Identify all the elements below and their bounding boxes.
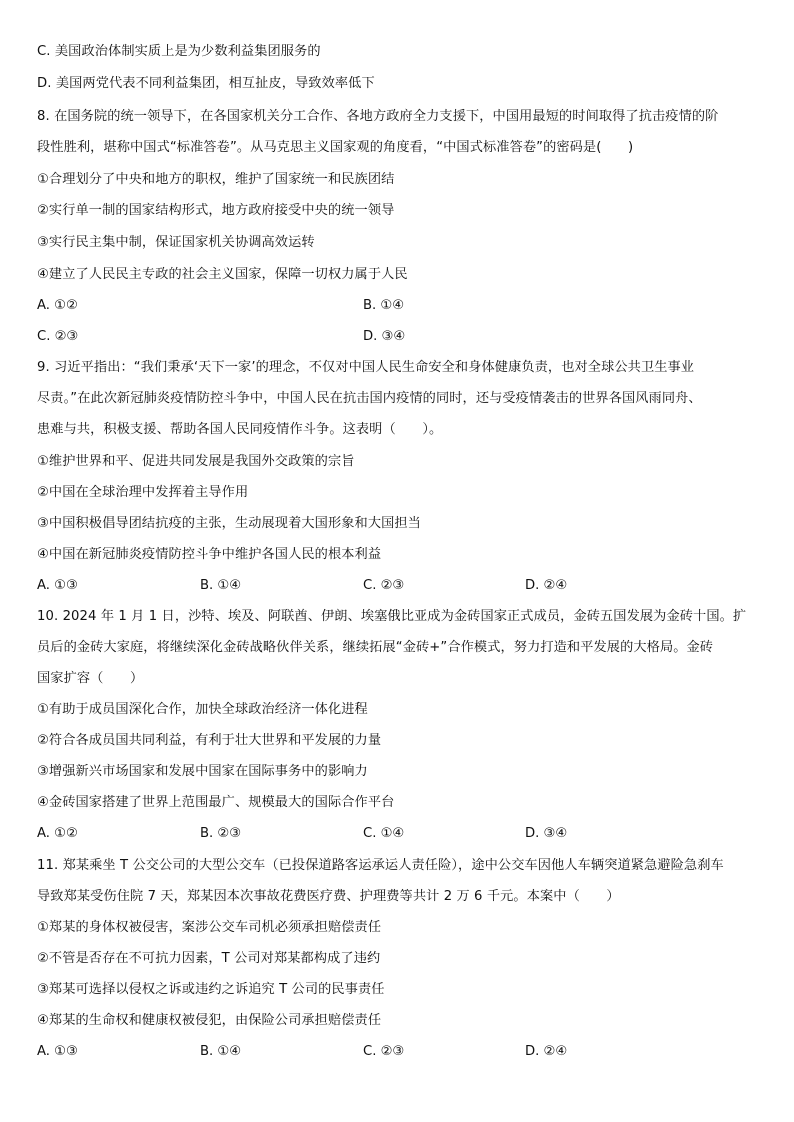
q9-statement-4: ④中国在新冠肺炎疫情防控斗争中维护各国人民的根本利益 (37, 547, 382, 562)
q11-stem-line-1: 11. 郑某乘坐 T 公交公司的大型公交车（已投保道路客运承运人责任险），途中公交车因他人车辆突道紧急避险急刹车 (37, 858, 724, 873)
q11-statement-2: ②不管是否存在不可抗力因素，T 公司对郑某都构成了违约 (37, 951, 381, 966)
q10-options (37, 825, 764, 843)
q8-option-b: B. ①④ (363, 298, 405, 313)
q9-option-b: B. ①④ (200, 578, 242, 593)
q10-statement-1: ①有助于成员国深化合作，加快全球政治经济一体化进程 (37, 702, 368, 717)
q10-option-b: B. ②③ (200, 826, 242, 841)
q10-stem-line-1: 10. 2024 年 1 月 1 日，沙特、埃及、阿联酋、伊朗、埃塞俄比亚成为金砖国家正式成员，金砖五国发展为金砖十国。扩 (37, 609, 747, 624)
prev-option-d: D. 美国两党代表不同利益集团，相互扯皮，导致效率低下 (37, 76, 375, 91)
q9-option-d: D. ②④ (525, 578, 568, 593)
q8-option-c: C. ②③ (37, 329, 79, 344)
q10-option-d: D. ③④ (525, 826, 568, 841)
q9-statement-2: ②中国在全球治理中发挥着主导作用 (37, 485, 249, 500)
q10-statement-3: ③增强新兴市场国家和发展中国家在国际事务中的影响力 (37, 764, 368, 779)
q8-option-d: D. ③④ (363, 329, 406, 344)
q8-options-row-1 (37, 297, 764, 315)
q9-option-c: C. ②③ (363, 578, 405, 593)
q10-statement-2: ②符合各成员国共同利益，有利于壮大世界和平发展的力量 (37, 733, 382, 748)
q11-option-c: C. ②③ (363, 1044, 405, 1059)
q8-option-a: A. ①② (37, 298, 78, 313)
q11-option-b: B. ①④ (200, 1044, 242, 1059)
q8-statement-2: ②实行单一制的国家结构形式，地方政府接受中央的统一领导 (37, 203, 395, 218)
prev-option-c: C. 美国政治体制实质上是为少数利益集团服务的 (37, 44, 321, 59)
q8-statement-3: ③实行民主集中制，保证国家机关协调高效运转 (37, 235, 315, 250)
q9-stem-line-1: 9. 习近平指出：“我们秉承‘天下一家’的理念，不仅对中国人民生命安全和身体健康负责，也对全球公共卫生事业 (37, 360, 695, 375)
q11-option-d: D. ②④ (525, 1044, 568, 1059)
q10-option-c: C. ①④ (363, 826, 405, 841)
q9-option-a: A. ①③ (37, 578, 78, 593)
q11-statement-4: ④郑某的生命权和健康权被侵犯，由保险公司承担赔偿责任 (37, 1013, 382, 1028)
q9-stem-line-2: 尽责。”在此次新冠肺炎疫情防控斗争中，中国人民在抗击国内疫情的同时，还与受疫情袭击的世界各国风雨同舟、 (37, 391, 702, 406)
q8-statement-4: ④建立了人民民主专政的社会主义国家，保障一切权力属于人民 (37, 267, 408, 282)
q11-statement-1: ①郑某的身体权被侵害，案涉公交车司机必须承担赔偿责任 (37, 920, 382, 935)
q11-stem-line-2: 导致郑某受伤住院 7 天，郑某因本次事故花费医疗费、护理费等共计 2 万 6 千元。本案中（ ） (37, 889, 620, 904)
q11-options (37, 1043, 764, 1061)
q8-stem-line-2: 段性胜利，堪称中国式“标准答卷”。从马克思主义国家观的角度看，“中国式标准答卷”的密码是( ) (37, 140, 634, 155)
q10-stem-line-3: 国家扩容（ ） (37, 671, 144, 686)
q9-statement-3: ③中国积极倡导团结抗疫的主张，生动展现着大国形象和大国担当 (37, 516, 421, 531)
q11-statement-3: ③郑某可选择以侵权之诉或违约之诉追究 T 公司的民事责任 (37, 982, 385, 997)
q10-option-a: A. ①② (37, 826, 78, 841)
q9-statement-1: ①维护世界和平、促进共同发展是我国外交政策的宗旨 (37, 454, 355, 469)
q8-statement-1: ①合理划分了中央和地方的职权，维护了国家统一和民族团结 (37, 172, 395, 187)
q10-statement-4: ④金砖国家搭建了世界上范围最广、规模最大的国际合作平台 (37, 795, 395, 810)
q11-option-a: A. ①③ (37, 1044, 78, 1059)
q10-stem-line-2: 员后的金砖大家庭，将继续深化金砖战略伙伴关系，继续拓展“金砖+”合作模式，努力打造和平发展的大格局。金砖 (37, 640, 714, 655)
q8-stem-line-1: 8. 在国务院的统一领导下，在各国家机关分工合作、各地方政府全力支援下，中国用最短的时间取得了抗击疫情的阶 (37, 109, 719, 124)
q9-options (37, 577, 764, 595)
q9-stem-line-3: 患难与共，积极支援、帮助各国人民同疫情作斗争。这表明（ ）。 (37, 422, 443, 437)
q8-options-row-2 (37, 328, 764, 346)
